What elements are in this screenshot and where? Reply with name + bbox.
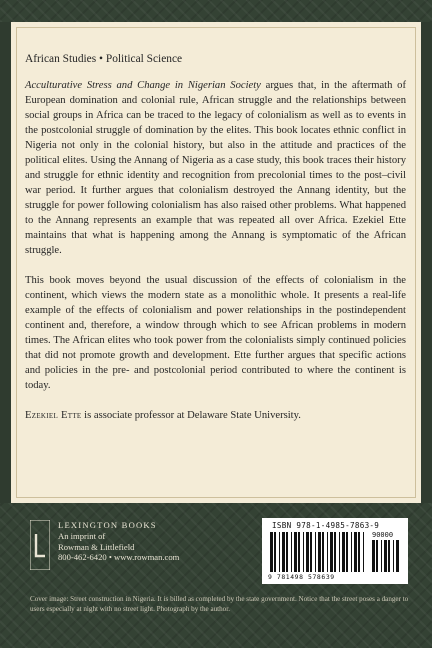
barcode-bar bbox=[384, 540, 387, 572]
publisher-name: LEXINGTON BOOKS bbox=[58, 520, 157, 530]
barcode-bar bbox=[291, 532, 292, 572]
barcode-bar bbox=[334, 532, 336, 572]
book-title: Acculturative Stress and Change in Nigerian Society bbox=[25, 80, 261, 91]
imprint-line: An imprint of bbox=[58, 530, 106, 541]
barcode-bar bbox=[286, 532, 288, 572]
description-paragraph-2: This book moves beyond the usual discussion of the effects of colonialism in the continent, which views the modern state as a monolithic whole. It presents a real-life example of the effects of colonialism and power relationships in the postindependent continent and, therefore, a window through which to see African problems in modern times. The African elites who took power from the colonialists simply continued policies that did not promote growth and development. Ette further argues that specific actions and policies in the pre- and postcolonial period contributed to where the continent is today. bbox=[25, 275, 406, 391]
publisher-phone-url: 800-462-6420 • www.rowman.com bbox=[58, 552, 180, 563]
barcode-bar bbox=[318, 532, 321, 572]
barcode-bar bbox=[303, 532, 304, 572]
barcode-bar bbox=[393, 540, 394, 572]
lexington-books-logo-icon bbox=[30, 520, 50, 570]
barcode-bar bbox=[381, 540, 382, 572]
description-paragraph-1-text: argues that, in the aftermath of European domination and colonial rule, African struggle and the relationships between social groups in Africa can be traced to the legacy of colonialism as well as to events in the postcolonial struggle of domination by the elites. This book locates ethnic conflict in Nigeria not only in the colonial history, but also in the attitude and practices of the political elites. Using the Annang of Nigeria as a case study, this book traces their history and struggle for ethnic identity and recognition from precolonial times to the post–civil war period. It further argues that colonialism destroyed the Annang identity, but the struggle for power following colonialism has also raised other problems. What happened to the Annang represents an example that was repeated all over Africa. Ezekiel Ette maintains that what is happening among the Annang is symptomatic of the African struggle. bbox=[25, 80, 406, 256]
publisher-info bbox=[58, 520, 179, 563]
barcode-bar bbox=[322, 532, 324, 572]
author-bio bbox=[25, 408, 406, 423]
barcode-bar bbox=[372, 540, 375, 572]
barcode-bar bbox=[342, 532, 345, 572]
barcode-bar bbox=[274, 532, 276, 572]
publisher-phone: 800-462-6420 bbox=[58, 552, 107, 563]
barcode-bars bbox=[270, 532, 366, 572]
barcode-bar bbox=[270, 532, 273, 572]
barcode-bar bbox=[279, 532, 280, 572]
barcode-bar bbox=[339, 532, 340, 572]
barcode-bar bbox=[363, 532, 364, 572]
parent-publisher: Rowman & Littlefield bbox=[58, 541, 135, 552]
barcode-digits: 9 781498 578639 bbox=[268, 573, 335, 581]
barcode-bar bbox=[298, 532, 300, 572]
barcode-bar bbox=[351, 532, 352, 572]
barcode-bar bbox=[376, 540, 378, 572]
isbn-barcode bbox=[262, 518, 408, 584]
cover-text bbox=[25, 52, 406, 438]
barcode-bar bbox=[294, 532, 297, 572]
top-pattern-band bbox=[0, 0, 432, 22]
publisher-block bbox=[30, 520, 179, 570]
price-code: 90000 bbox=[372, 531, 394, 539]
barcode-bar bbox=[388, 540, 390, 572]
barcode-bar bbox=[327, 532, 328, 572]
barcode-bar bbox=[282, 532, 285, 572]
author-name: Ezekiel Ette bbox=[25, 410, 82, 421]
isbn-number: ISBN 978-1-4985-7863-9 bbox=[272, 521, 380, 530]
barcode-bar bbox=[396, 540, 399, 572]
barcode-bar bbox=[358, 532, 360, 572]
barcode-bar bbox=[346, 532, 348, 572]
barcode-bar bbox=[306, 532, 309, 572]
author-bio-text: is associate professor at Delaware State University. bbox=[81, 410, 301, 421]
price-barcode-bars bbox=[372, 540, 402, 572]
description-paragraph-1 bbox=[25, 78, 406, 258]
barcode-bar bbox=[354, 532, 357, 572]
category-label: African Studies • Political Science bbox=[25, 53, 183, 65]
barcode-bar bbox=[330, 532, 333, 572]
barcode-bar bbox=[315, 532, 316, 572]
cover-image-credit: Cover image: Street construction in Nigeria. It is billed as completed by the state government. Notice that the street poses a danger to users especially at night with no street light. Photograph by the author. bbox=[30, 595, 409, 613]
publisher-url: www.rowman.com bbox=[114, 552, 180, 563]
barcode-bar bbox=[310, 532, 312, 572]
